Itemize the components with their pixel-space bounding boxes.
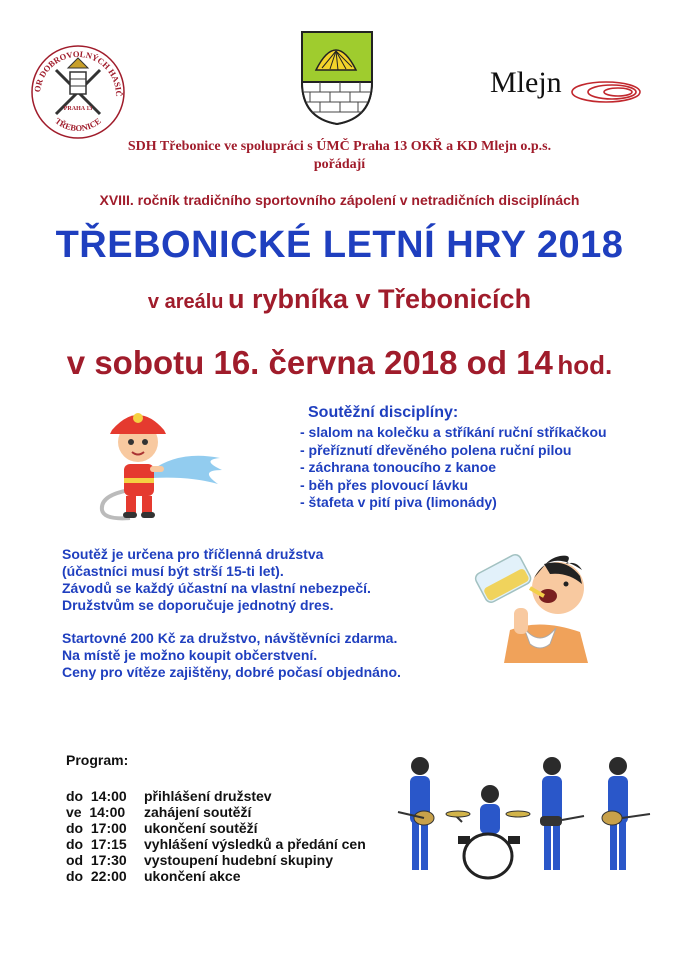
mlejn-text: Mlejn bbox=[490, 66, 562, 99]
info-line: (účastníci musí být strší 15-ti let). bbox=[62, 563, 284, 579]
info-line: Ceny pro vítěze zajištěny, dobré počasí objednáno. bbox=[62, 664, 401, 680]
list-item: - běh přes plovoucí lávku bbox=[300, 476, 469, 493]
sdh-sub-text: PRAHA 13 bbox=[63, 106, 93, 112]
organizers-line2: pořádají bbox=[313, 157, 366, 172]
sdh-bottom-text: TŘEBONICE bbox=[53, 115, 103, 134]
info-line: Na místě je možno koupit občerstvení. bbox=[62, 647, 318, 663]
info-paragraph-2 bbox=[62, 630, 401, 681]
info-line: Soutěž je určena pro tříčlenná družstva bbox=[62, 546, 324, 562]
sdh-arc-text: OR DOBROVOLNÝCH HASIČ bbox=[32, 48, 125, 97]
venue-line bbox=[0, 284, 679, 315]
svg-text:TŘEBONICE bbox=[53, 115, 103, 133]
edition-line: XVIII. ročník tradičního sportovního zápolení v netradičních disciplínách bbox=[99, 192, 580, 208]
disciplines-heading: Soutěžní disciplíny: bbox=[308, 404, 459, 421]
info-line: Startovné 200 Kč za družstvo, návštěvníci zdarma. bbox=[62, 630, 398, 646]
program-event: vystoupení hudební skupiny bbox=[144, 852, 334, 868]
list-item: - záchrana tonoucího z kanoe bbox=[300, 459, 497, 475]
list-item: - slalom na kolečku a stříkání ruční stříkačkou bbox=[300, 424, 607, 440]
program-event: ukončení soutěží bbox=[144, 820, 258, 836]
date-suffix: hod. bbox=[557, 350, 613, 380]
firefighter-illustration bbox=[90, 400, 230, 525]
info-paragraph-1 bbox=[62, 546, 371, 614]
table-row bbox=[66, 788, 366, 804]
table-row bbox=[66, 804, 366, 820]
date-line bbox=[0, 344, 679, 382]
program-schedule bbox=[66, 752, 366, 884]
drinking-man-illustration bbox=[470, 548, 610, 663]
organizers bbox=[0, 138, 679, 174]
info-line: Družstvům se doporučuje jednotný dres. bbox=[62, 597, 334, 613]
sdh-logo bbox=[28, 40, 128, 140]
program-event: přihlášení družstev bbox=[144, 788, 272, 804]
program-time: do 14:00 bbox=[66, 788, 127, 804]
program-heading: Program: bbox=[66, 752, 129, 768]
program-event: vyhlášení výsledků a předání cen bbox=[144, 836, 366, 852]
mlejn-logo bbox=[488, 62, 658, 110]
venue-prefix: v areálu bbox=[147, 291, 224, 313]
page-title: TŘEBONICKÉ LETNÍ HRY 2018 bbox=[55, 224, 624, 266]
program-time: od 17:30 bbox=[66, 852, 127, 868]
program-time: do 17:15 bbox=[66, 836, 127, 852]
disciplines-list bbox=[300, 404, 670, 512]
table-row bbox=[66, 868, 366, 884]
coat-of-arms-icon bbox=[300, 30, 374, 126]
program-time: do 17:00 bbox=[66, 820, 127, 836]
table-row bbox=[66, 820, 366, 836]
info-line: Závodů se každý účastní na vlastní nebezpečí. bbox=[62, 580, 371, 596]
venue-main: u rybníka v Třebonicích bbox=[227, 284, 532, 314]
date-main: v sobotu 16. června 2018 od 14 bbox=[66, 344, 553, 381]
list-item: - štafeta v pití piva (limonády) bbox=[300, 494, 497, 510]
program-event: ukončení akce bbox=[144, 868, 241, 884]
table-row bbox=[66, 852, 366, 868]
band-illustration bbox=[390, 752, 660, 892]
list-item: - přeříznutí dřevěného polena ruční pilou bbox=[300, 441, 572, 458]
program-time: do 22:00 bbox=[66, 868, 127, 884]
program-event: zahájení soutěží bbox=[144, 804, 252, 820]
program-time: ve 14:00 bbox=[66, 804, 126, 820]
organizers-line1: SDH Třebonice ve spolupráci s ÚMČ Praha 13 OKŘ a KD Mlejn o.p.s. bbox=[127, 139, 552, 154]
table-row bbox=[66, 836, 366, 852]
